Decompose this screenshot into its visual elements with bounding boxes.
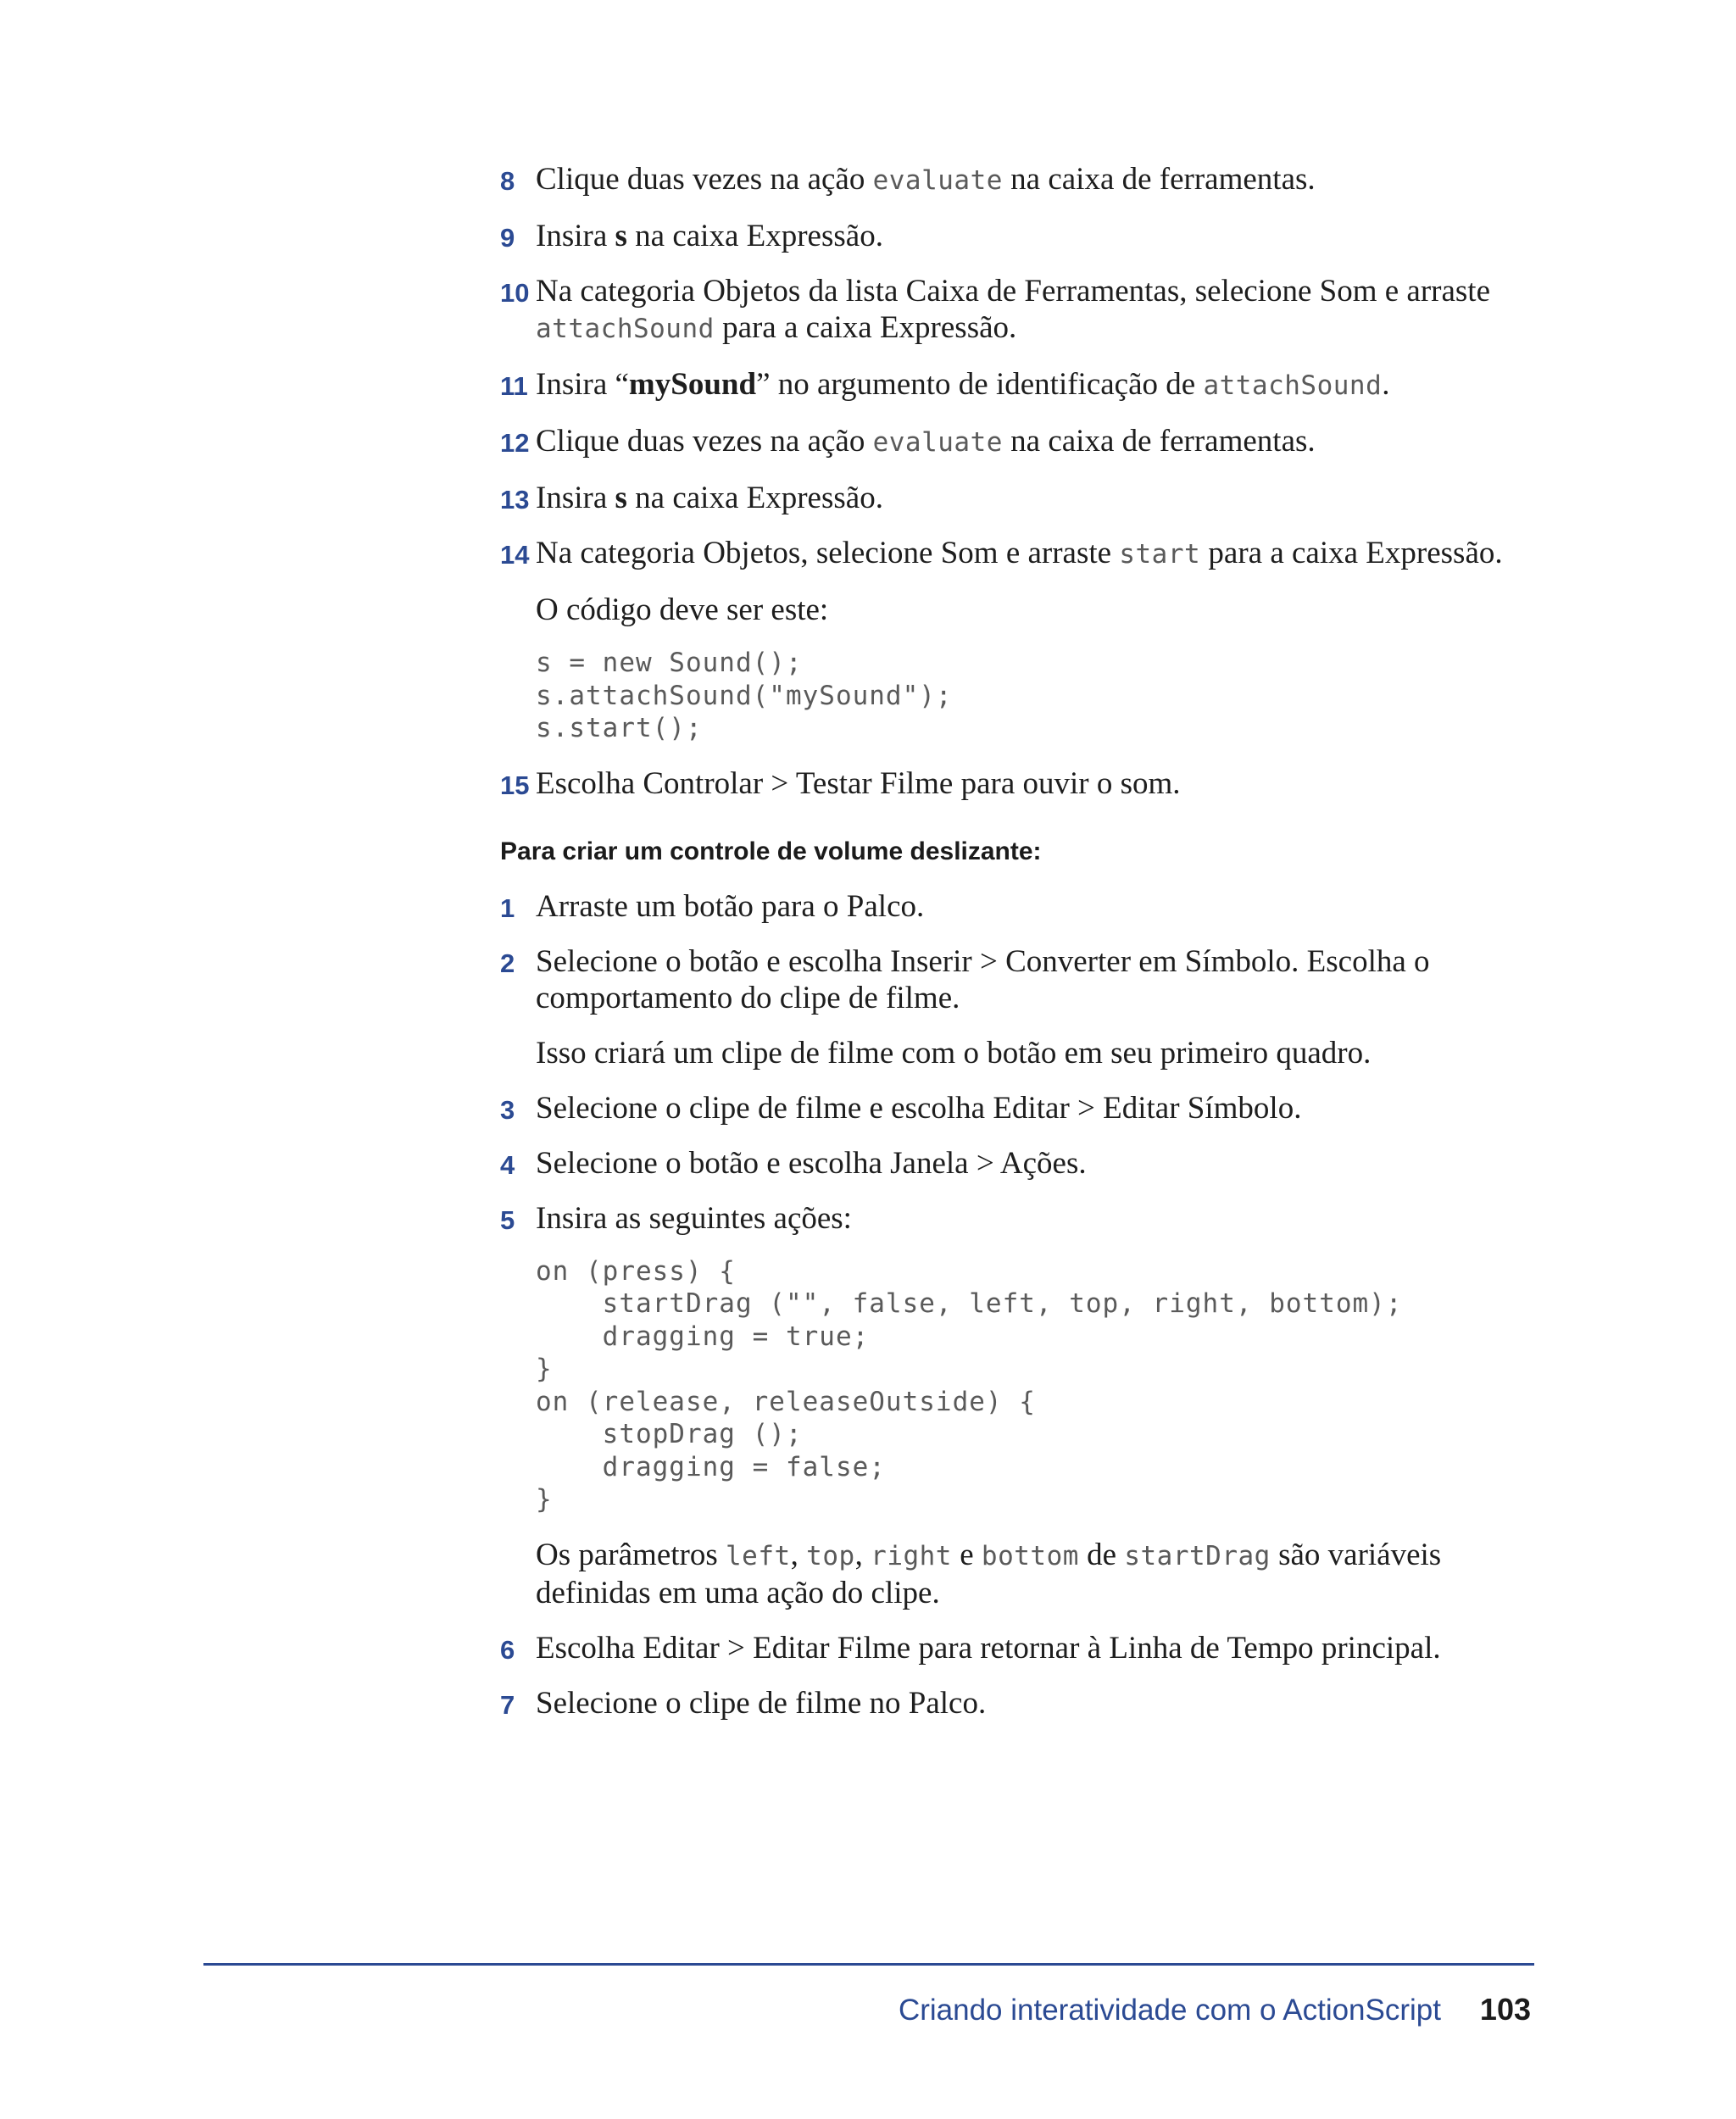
footer-chapter-title: Criando interatividade com o ActionScript — [898, 1994, 1441, 2027]
step-text: Clique duas vezes na ação evaluate na caixa de ferramentas. — [536, 424, 1316, 459]
code-line: dragging = false; — [536, 1451, 886, 1482]
inline-code: attachSound — [536, 314, 715, 344]
step-13 — [500, 480, 1517, 516]
inline-code: right — [871, 1540, 952, 1571]
step-number: 11 — [500, 371, 528, 401]
inline-code: left — [726, 1540, 791, 1571]
step-number: 4 — [500, 1149, 515, 1180]
step-number: 13 — [500, 485, 530, 514]
code-line: on (press) { — [536, 1255, 736, 1287]
step-text: Na categoria Objetos da lista Caixa de Ferramentas, selecione Som e arraste attachSound para a caixa Expressão. — [536, 274, 1491, 345]
step-3 — [500, 1090, 1517, 1126]
code-block-sound — [536, 647, 1517, 745]
page-content — [500, 161, 1517, 1740]
step-number: 14 — [500, 540, 530, 570]
step-number: 6 — [500, 1634, 515, 1665]
section-heading: Para criar um controle de volume deslizante: — [500, 837, 1042, 865]
step-1 — [500, 888, 1517, 925]
step-text: Clique duas vezes na ação evaluate na caixa de ferramentas. — [536, 162, 1316, 197]
step-text: Selecione o botão e escolha Janela > Ações. — [536, 1145, 1087, 1181]
step-text: Selecione o clipe de filme no Palco. — [536, 1685, 987, 1721]
inline-code: evaluate — [872, 165, 1003, 196]
code-block-drag — [536, 1255, 1517, 1516]
inline-code: bottom — [981, 1540, 1079, 1571]
step-text: Arraste um botão para o Palco. — [536, 888, 925, 924]
bold-text: s — [615, 481, 627, 515]
step-number: 7 — [500, 1689, 515, 1720]
step-number: 15 — [500, 770, 530, 800]
step-text: Escolha Editar > Editar Filme para retornar à Linha de Tempo principal. — [536, 1630, 1441, 1666]
step-7 — [500, 1685, 1517, 1721]
step-10 — [500, 273, 1517, 348]
note-parameters: Os parâmetros left, top, right e bottom de startDrag são variáveis definidas em uma ação do clipe. — [536, 1537, 1442, 1610]
step-text: Na categoria Objetos, selecione Som e arraste start para a caixa Expressão. — [536, 536, 1503, 570]
code-intro: O código deve ser este: — [536, 592, 829, 627]
code-line: s = new Sound(); — [536, 648, 803, 678]
inline-code: attachSound — [1203, 370, 1383, 401]
step-number: 9 — [500, 223, 515, 253]
step-number: 8 — [500, 166, 515, 196]
code-line: s.start(); — [536, 713, 703, 743]
note-movie-clip: Isso criará um clipe de filme com o botão em seu primeiro quadro. — [536, 1035, 1372, 1071]
page-number: 103 — [1479, 1992, 1531, 2027]
step-number: 10 — [500, 278, 530, 308]
step-text: Insira s na caixa Expressão. — [536, 219, 883, 253]
step-text: Insira s na caixa Expressão. — [536, 481, 883, 515]
code-line: s.attachSound("mySound"); — [536, 680, 953, 711]
step-number: 1 — [500, 893, 515, 923]
step-number: 12 — [500, 428, 530, 458]
step-number: 3 — [500, 1094, 515, 1125]
inline-code: startDrag — [1124, 1540, 1271, 1571]
code-line: dragging = true; — [536, 1321, 870, 1352]
step-14 — [500, 535, 1517, 573]
bold-text: mySound — [628, 367, 757, 402]
code-line: startDrag ("", false, left, top, right, bottom); — [536, 1288, 1403, 1319]
step-text: Insira as seguintes ações: — [536, 1200, 852, 1236]
step-text: Selecione o botão e escolha Inserir > Converter em Símbolo. Escolha o comportamento do clipe de filme. — [536, 943, 1430, 1015]
inline-code: top — [806, 1540, 855, 1571]
step-4 — [500, 1145, 1517, 1182]
step-8 — [500, 161, 1517, 199]
step-2 — [500, 943, 1517, 1016]
footer-divider — [203, 1963, 1534, 1966]
inline-code: evaluate — [872, 427, 1003, 458]
step-12 — [500, 423, 1517, 461]
step-number: 5 — [500, 1204, 515, 1235]
step-11 — [500, 366, 1517, 404]
step-5 — [500, 1200, 1517, 1237]
step-text: Selecione o clipe de filme e escolha Editar > Editar Símbolo. — [536, 1090, 1302, 1126]
step-text: Insira “mySound” no argumento de identificação de attachSound. — [536, 367, 1390, 402]
bold-text: s — [615, 219, 627, 253]
step-number: 2 — [500, 948, 515, 978]
inline-code: start — [1119, 539, 1201, 570]
step-6 — [500, 1630, 1517, 1666]
code-line: } — [536, 1484, 553, 1515]
code-line: stopDrag (); — [536, 1419, 803, 1449]
code-line: } — [536, 1354, 553, 1384]
step-text: Escolha Controlar > Testar Filme para ouvir o som. — [536, 765, 1181, 801]
code-line: on (release, releaseOutside) { — [536, 1386, 1036, 1417]
step-9 — [500, 218, 1517, 254]
step-15 — [500, 765, 1517, 802]
